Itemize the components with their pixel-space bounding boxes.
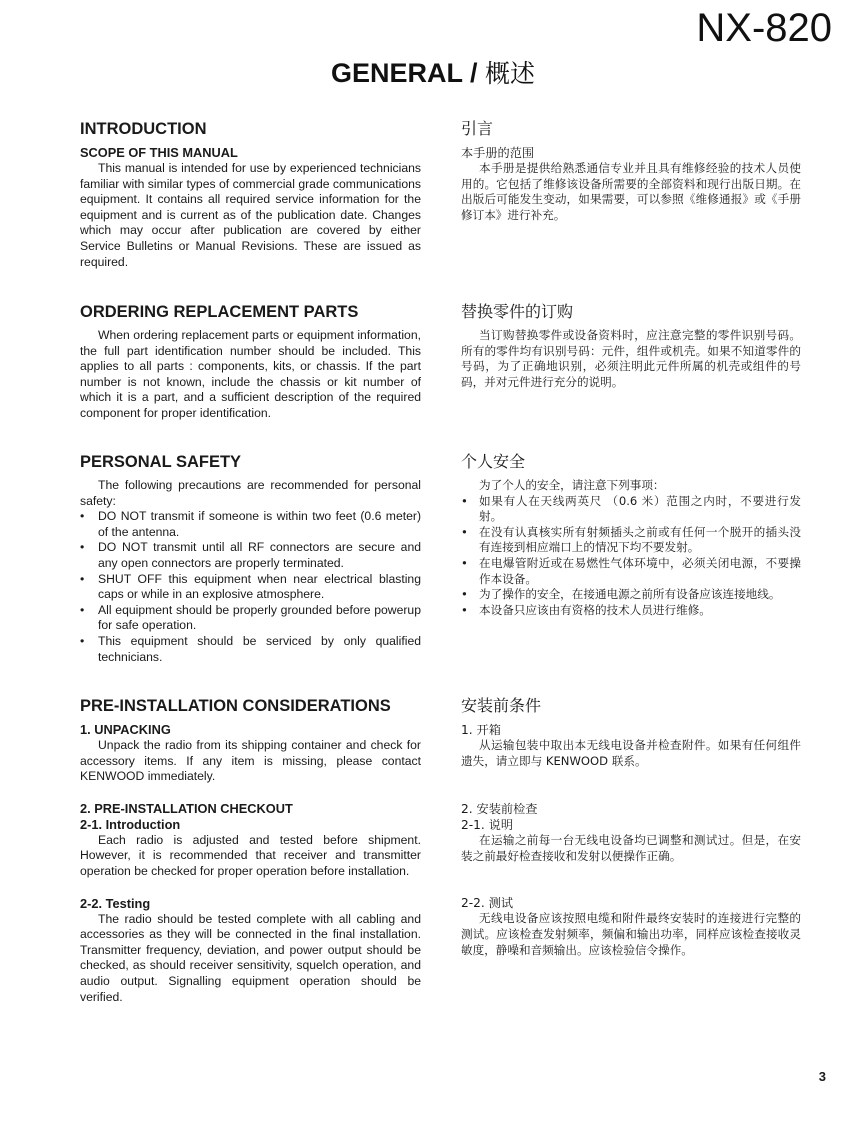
checkout-title: 2. PRE-INSTALLATION CHECKOUT xyxy=(80,800,293,816)
safety-heading-zh: 个人安全 xyxy=(461,452,526,471)
scope-body-zh: 本手册是提供给熟悉通信专业并且具有维修经验的技术人员使用的。它包括了维修该设备所需要的全部资料和现行出版日期。在出版后可能发生变动，如果需要，可以参照《维修通报》或《手册修订本》进行补充。 xyxy=(461,161,801,222)
safety-section-zh xyxy=(461,452,801,618)
checkout-title-zh: 2. 安装前检查 xyxy=(461,802,538,817)
preinstall-heading: PRE-INSTALLATION CONSIDERATIONS xyxy=(80,697,391,715)
safety-item-zh: • 为了操作的安全，在接通电源之前所有设备应该连接地线。 xyxy=(461,587,801,603)
ordering-section-en xyxy=(80,302,421,422)
testing-title: 2-2. Testing xyxy=(80,895,151,911)
safety-item-zh: • 在电爆管附近或在易燃性气体环境中，必须关闭电源，不要操作本设备。 xyxy=(461,556,801,587)
ordering-section-zh xyxy=(461,302,801,390)
ordering-body: When ordering replacement parts or equipment information, the full part identification number should be included. This applies to all parts : components, kits, or chassis. If the part number is not known, include the chassis or kit number of which it is a part, and a sufficient description of the required component for proper identification. xyxy=(80,328,421,420)
safety-item: • DO NOT transmit until all RF connectors are secure and any open connectors are properly terminated. xyxy=(80,540,421,571)
preinstall-section-zh xyxy=(461,696,801,958)
title-chinese: 概述 xyxy=(485,59,536,88)
safety-section-en xyxy=(80,452,421,665)
introduction-body-zh: 在运输之前每一台无线电设备均已调整和测试过。但是，在安装之前最好检查接收和发射以便操作正确。 xyxy=(461,833,801,863)
introduction-section-zh xyxy=(461,119,801,223)
testing-body-zh: 无线电设备应该按照电缆和附件最终安装时的连接进行完整的测试。应该检查发射频率，频偏和输出功率，同样应该检查接收灵敏度，静噪和音频输出。应该检验信令操作。 xyxy=(461,911,801,957)
introduction-body: Each radio is adjusted and tested before shipment. However, it is recommended that receiver and transmitter operation be checked for proper operation before installation. xyxy=(80,832,421,878)
safety-item: • This equipment should be serviced by only qualified technicians. xyxy=(80,634,421,665)
preinstall-section-en xyxy=(80,696,421,1005)
introduction-subtitle-zh: 2-1. 说明 xyxy=(461,818,514,833)
scope-subheading: SCOPE OF THIS MANUAL xyxy=(80,145,238,160)
testing-body: The radio should be tested complete with all cabling and accessories as they will be connected in the final installation. Transmitter frequency, deviation, and power output should be checked, as should receiver sensitivity, squelch operation, and audio output. Signalling equipment operation should be verified. xyxy=(80,911,421,1004)
safety-list xyxy=(80,509,421,665)
introduction-subtitle: 2-1. Introduction xyxy=(80,816,181,832)
preinstall-heading-zh: 安装前条件 xyxy=(461,696,542,715)
safety-heading: PERSONAL SAFETY xyxy=(80,453,242,471)
introduction-section-en xyxy=(80,119,421,270)
introduction-heading-zh: 引言 xyxy=(461,119,494,138)
safety-item: • SHUT OFF this equipment when near electrical blasting caps or while in an explosive atmosphere. xyxy=(80,572,421,603)
safety-item-zh: • 如果有人在天线两英尺 （0.6 米）范围之内时，不要进行发射。 xyxy=(461,494,801,525)
testing-title-zh: 2-2. 测试 xyxy=(461,896,514,911)
unpacking-body-zh: 从运输包装中取出本无线电设备并检查附件。如果有任何组件遗失，请立即与 KENWOOD 联系。 xyxy=(461,738,801,768)
safety-item-zh: • 在没有认真核实所有射频插头之前或有任何一个脱开的插头没有连接到相应端口上的情况下均不要发射。 xyxy=(461,525,801,556)
unpacking-title-zh: 1. 开箱 xyxy=(461,723,501,737)
ordering-heading-zh: 替换零件的订购 xyxy=(461,302,574,321)
safety-list-zh xyxy=(461,494,801,619)
page-number: 3 xyxy=(818,1069,826,1084)
ordering-body-zh: 当订购替换零件或设备资料时，应注意完整的零件识别号码。所有的零件均有识别号码：元件，组件或机壳。如果不知道零件的号码，为了正确地识别，必须注明此元件所属的机壳或组件的号码，并对元件进行充分的说明。 xyxy=(461,328,801,389)
safety-intro: The following precautions are recommended for personal safety: xyxy=(80,478,421,508)
safety-item-zh: • 本设备只应该由有资格的技术人员进行维修。 xyxy=(461,603,801,619)
safety-intro-zh: 为了个人的安全，请注意下列事项： xyxy=(479,478,665,492)
model-number: NX-820 xyxy=(696,6,832,50)
ordering-heading: ORDERING REPLACEMENT PARTS xyxy=(80,303,359,321)
unpacking-body: Unpack the radio from its shipping container and check for accessory items. If any item is missing, please contact KENWOOD immediately. xyxy=(80,738,421,784)
page-title xyxy=(0,54,866,90)
safety-item: • DO NOT transmit if someone is within two feet (0.6 meter) of the antenna. xyxy=(80,509,421,540)
introduction-heading: INTRODUCTION xyxy=(80,120,207,138)
unpacking-title: 1. UNPACKING xyxy=(80,722,171,737)
scope-body: This manual is intended for use by experienced technicians familiar with similar types of commercial grade communications equipment. It contains all required service information for the equipment and is current as of the publication date. Changes which may occur after publication are covered by either Service Bulletins or Manual Revisions. These are issued as required. xyxy=(80,161,421,269)
scope-subheading-zh: 本手册的范围 xyxy=(461,146,535,160)
title-english: GENERAL / xyxy=(330,58,485,88)
safety-item: • All equipment should be properly grounded before powerup for safe operation. xyxy=(80,603,421,634)
